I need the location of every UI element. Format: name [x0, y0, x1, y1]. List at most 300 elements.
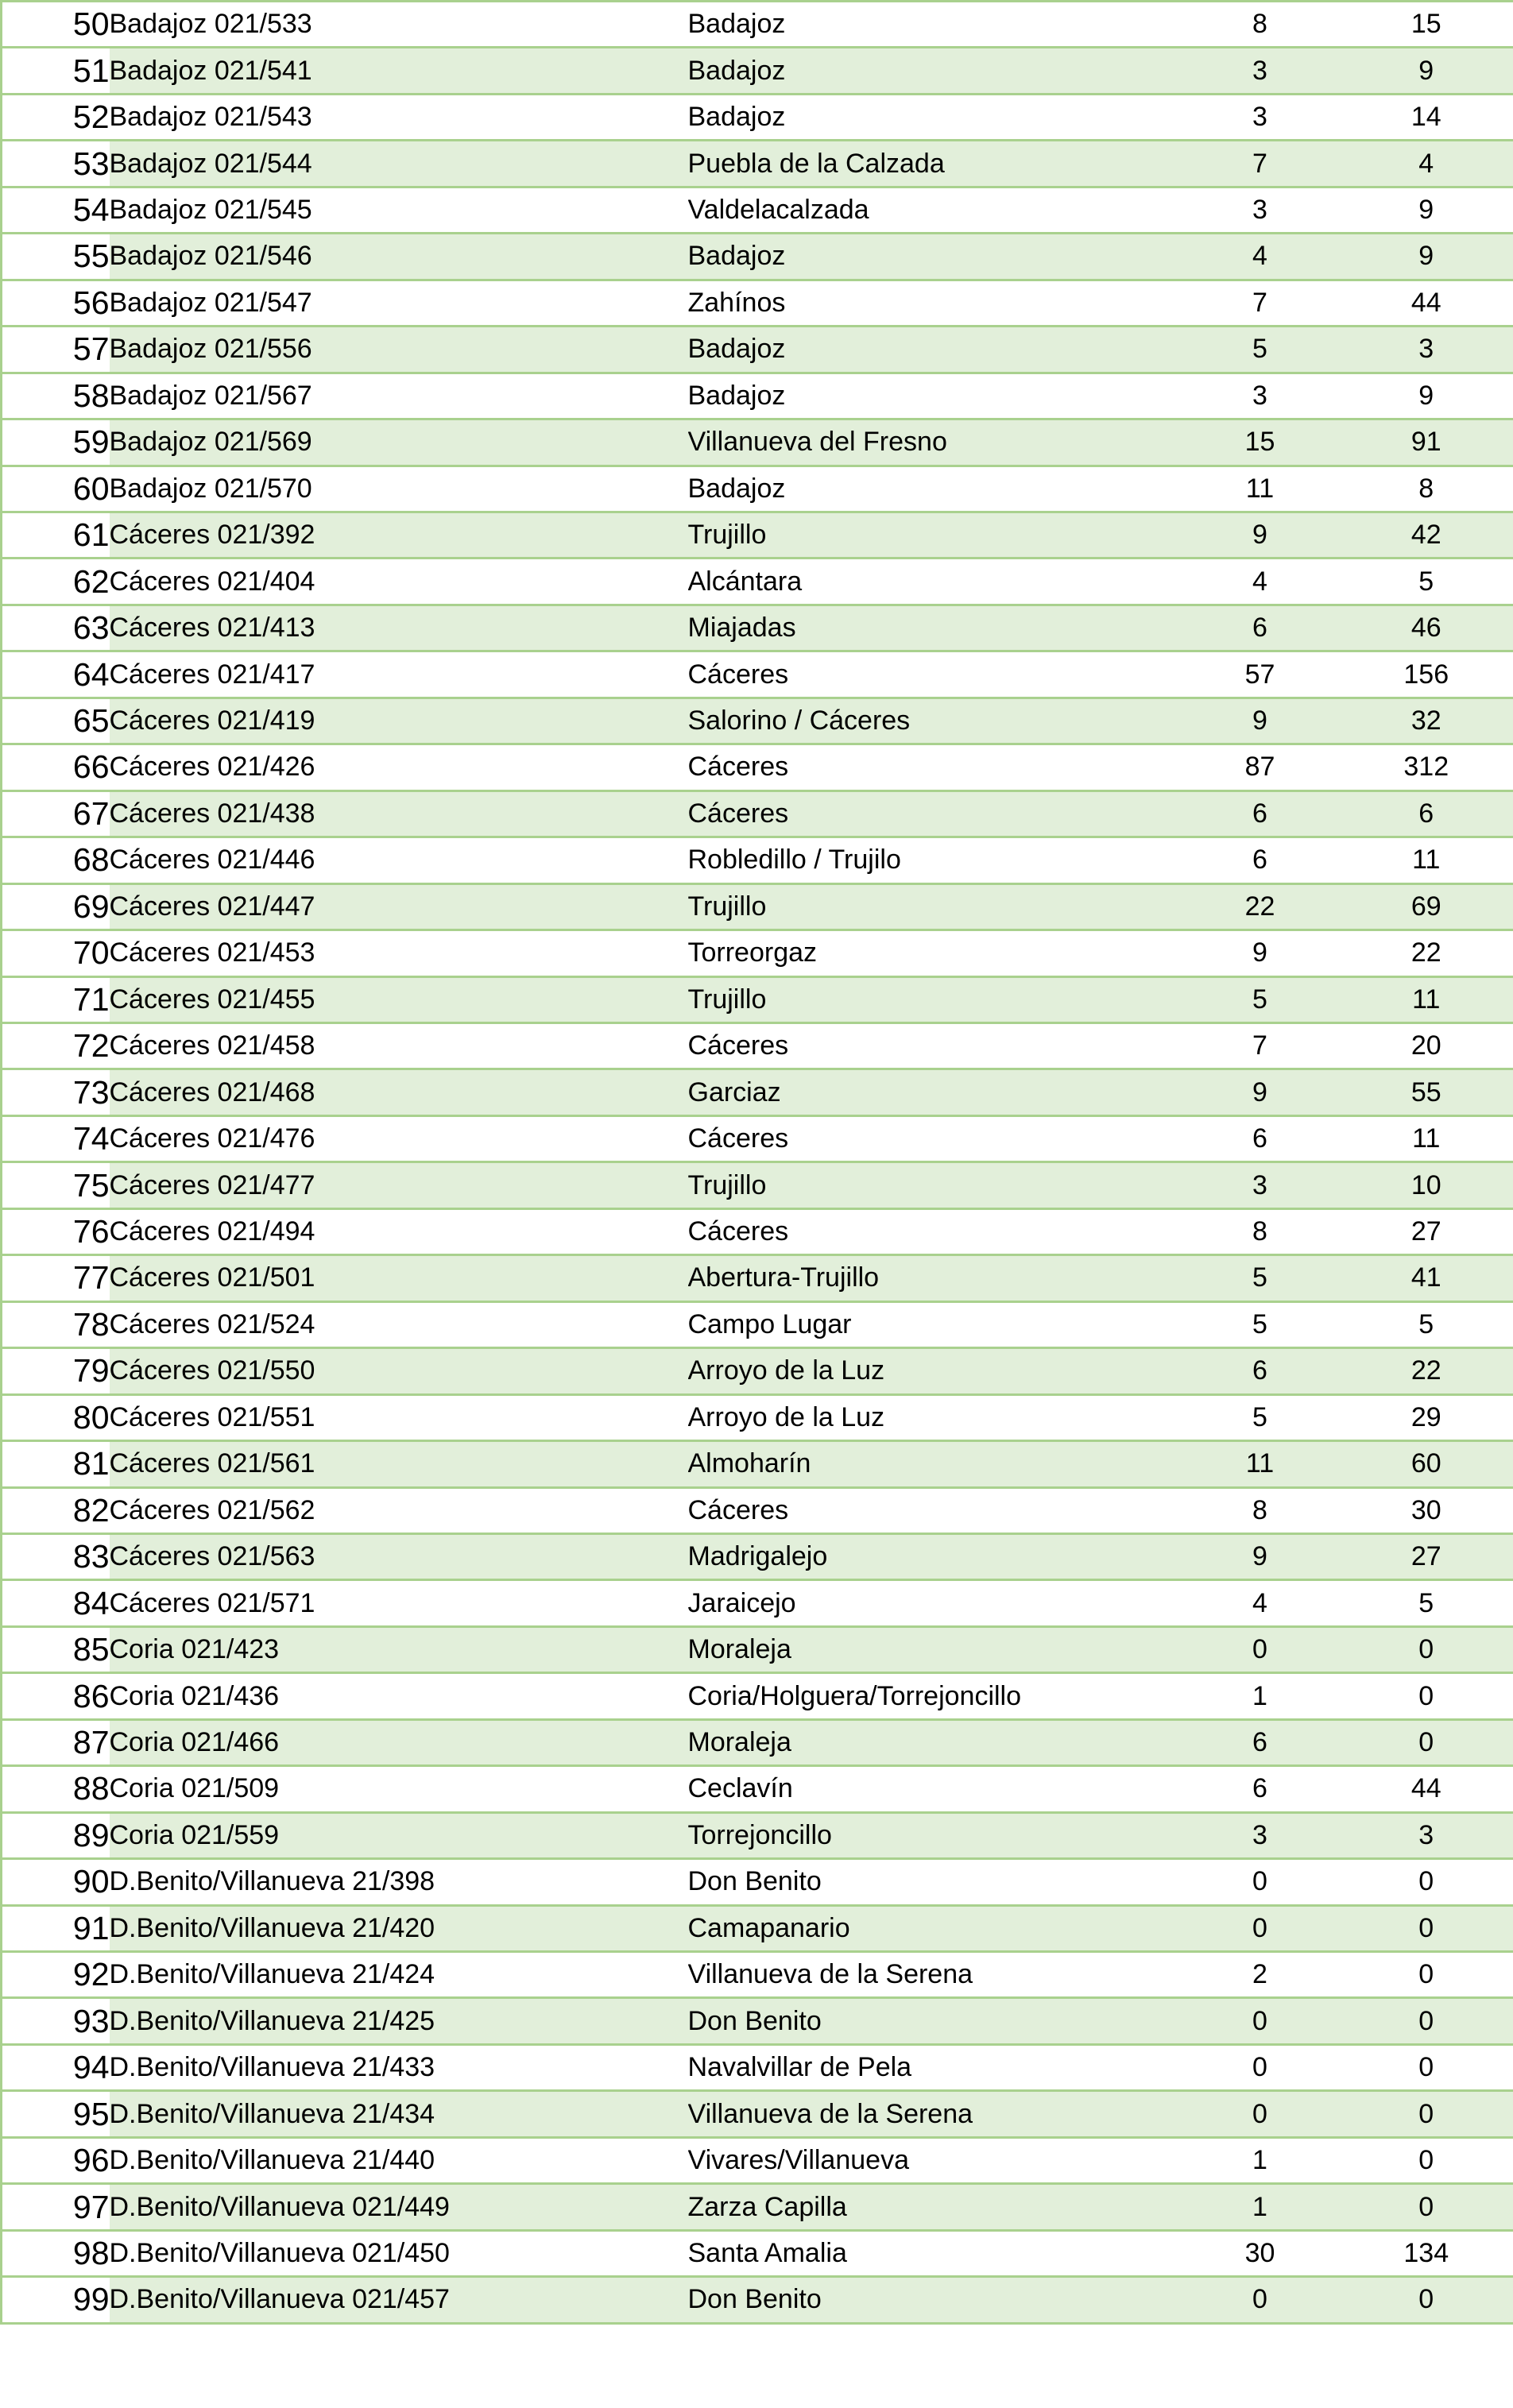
row-number: 60 — [2, 466, 110, 512]
value-a-cell: 6 — [1181, 605, 1340, 651]
entity-name-cell: Badajoz 021/570 — [110, 466, 688, 512]
entity-name-cell: Cáceres 021/438 — [110, 790, 688, 837]
row-number: 70 — [2, 930, 110, 976]
table-row — [2, 512, 1513, 558]
city-cell: Jaraicejo — [688, 1580, 1181, 1626]
city-cell: Salorino / Cáceres — [688, 698, 1181, 744]
table-row — [2, 2137, 1513, 2183]
entity-name-cell: Cáceres 021/446 — [110, 837, 688, 883]
value-a-cell: 5 — [1181, 1394, 1340, 1440]
row-number: 98 — [2, 2230, 110, 2276]
value-a-cell: 7 — [1181, 141, 1340, 187]
city-cell: Coria/Holguera/Torrejoncillo — [688, 1673, 1181, 1719]
city-cell: Don Benito — [688, 1998, 1181, 2044]
value-a-cell: 4 — [1181, 559, 1340, 605]
city-cell: Almoharín — [688, 1441, 1181, 1487]
value-a-cell: 6 — [1181, 837, 1340, 883]
table-row — [2, 1348, 1513, 1394]
entity-name-cell: Cáceres 021/561 — [110, 1441, 688, 1487]
city-cell: Camapanario — [688, 1905, 1181, 1951]
city-cell: Cáceres — [688, 790, 1181, 837]
value-a-cell: 2 — [1181, 1952, 1340, 1998]
value-b-cell: 0 — [1340, 2184, 1513, 2230]
value-b-cell: 134 — [1340, 2230, 1513, 2276]
table-row — [2, 2277, 1513, 2323]
row-number: 64 — [2, 651, 110, 698]
city-cell: Cáceres — [688, 744, 1181, 790]
value-a-cell: 0 — [1181, 2044, 1340, 2090]
city-cell: Cáceres — [688, 651, 1181, 698]
value-b-cell: 0 — [1340, 2137, 1513, 2183]
value-b-cell: 5 — [1340, 1301, 1513, 1347]
table-row — [2, 466, 1513, 512]
entity-name-cell: Cáceres 021/524 — [110, 1301, 688, 1347]
city-cell: Badajoz — [688, 234, 1181, 280]
value-a-cell: 9 — [1181, 512, 1340, 558]
table-row — [2, 94, 1513, 140]
value-a-cell: 7 — [1181, 1022, 1340, 1069]
value-a-cell: 0 — [1181, 1626, 1340, 1672]
value-a-cell: 3 — [1181, 94, 1340, 140]
value-a-cell: 6 — [1181, 1719, 1340, 1765]
table-row — [2, 1533, 1513, 1579]
table-row — [2, 48, 1513, 94]
value-a-cell: 8 — [1181, 1208, 1340, 1254]
entity-name-cell: Cáceres 021/458 — [110, 1022, 688, 1069]
value-a-cell: 9 — [1181, 698, 1340, 744]
table-row — [2, 1487, 1513, 1533]
entity-name-cell: D.Benito/Villanueva 021/450 — [110, 2230, 688, 2276]
entity-name-cell: D.Benito/Villanueva 21/433 — [110, 2044, 688, 2090]
row-number: 76 — [2, 1208, 110, 1254]
row-number: 51 — [2, 48, 110, 94]
city-cell: Moraleja — [688, 1626, 1181, 1672]
value-a-cell: 9 — [1181, 1533, 1340, 1579]
value-a-cell: 5 — [1181, 976, 1340, 1022]
entity-name-cell: Cáceres 021/417 — [110, 651, 688, 698]
row-number: 90 — [2, 1859, 110, 1905]
value-a-cell: 3 — [1181, 1162, 1340, 1208]
value-a-cell: 3 — [1181, 373, 1340, 419]
row-number: 95 — [2, 2091, 110, 2137]
value-b-cell: 44 — [1340, 1766, 1513, 1812]
city-cell: Badajoz — [688, 2, 1181, 48]
value-b-cell: 156 — [1340, 651, 1513, 698]
entity-name-cell: Cáceres 021/392 — [110, 512, 688, 558]
row-number: 62 — [2, 559, 110, 605]
entity-name-cell: Badajoz 021/556 — [110, 327, 688, 373]
value-b-cell: 0 — [1340, 1719, 1513, 1765]
row-number: 50 — [2, 2, 110, 48]
row-number: 84 — [2, 1580, 110, 1626]
entity-name-cell: Cáceres 021/453 — [110, 930, 688, 976]
city-cell: Zahínos — [688, 280, 1181, 326]
city-cell: Alcántara — [688, 559, 1181, 605]
city-cell: Badajoz — [688, 373, 1181, 419]
value-a-cell: 11 — [1181, 466, 1340, 512]
row-number: 78 — [2, 1301, 110, 1347]
entity-name-cell: D.Benito/Villanueva 21/440 — [110, 2137, 688, 2183]
value-b-cell: 14 — [1340, 94, 1513, 140]
city-cell: Don Benito — [688, 1859, 1181, 1905]
value-a-cell: 11 — [1181, 1441, 1340, 1487]
table-row — [2, 1301, 1513, 1347]
row-number: 86 — [2, 1673, 110, 1719]
city-cell: Madrigalejo — [688, 1533, 1181, 1579]
value-a-cell: 0 — [1181, 1998, 1340, 2044]
value-b-cell: 9 — [1340, 234, 1513, 280]
entity-name-cell: Badajoz 021/567 — [110, 373, 688, 419]
entity-name-cell: Cáceres 021/447 — [110, 883, 688, 930]
value-a-cell: 6 — [1181, 1766, 1340, 1812]
city-cell: Garciaz — [688, 1069, 1181, 1115]
city-cell: Arroyo de la Luz — [688, 1394, 1181, 1440]
value-b-cell: 0 — [1340, 2044, 1513, 2090]
row-number: 82 — [2, 1487, 110, 1533]
city-cell: Santa Amalia — [688, 2230, 1181, 2276]
row-number: 66 — [2, 744, 110, 790]
value-b-cell: 20 — [1340, 1022, 1513, 1069]
table-row — [2, 1162, 1513, 1208]
table-row — [2, 2184, 1513, 2230]
value-a-cell: 87 — [1181, 744, 1340, 790]
value-b-cell: 27 — [1340, 1208, 1513, 1254]
table-row — [2, 1998, 1513, 2044]
table-row — [2, 1255, 1513, 1301]
city-cell: Cáceres — [688, 1487, 1181, 1533]
row-number: 69 — [2, 883, 110, 930]
row-number: 91 — [2, 1905, 110, 1951]
city-cell: Torreorgaz — [688, 930, 1181, 976]
entity-name-cell: Badajoz 021/546 — [110, 234, 688, 280]
value-b-cell: 91 — [1340, 419, 1513, 466]
entity-name-cell: Cáceres 021/551 — [110, 1394, 688, 1440]
value-b-cell: 9 — [1340, 187, 1513, 233]
city-cell: Abertura-Trujillo — [688, 1255, 1181, 1301]
value-a-cell: 1 — [1181, 1673, 1340, 1719]
value-a-cell: 3 — [1181, 48, 1340, 94]
value-a-cell: 3 — [1181, 1812, 1340, 1858]
row-number: 96 — [2, 2137, 110, 2183]
table-row — [2, 141, 1513, 187]
entity-name-cell: Coria 021/423 — [110, 1626, 688, 1672]
city-cell: Cáceres — [688, 1022, 1181, 1069]
row-number: 57 — [2, 327, 110, 373]
table-row — [2, 1766, 1513, 1812]
table-row — [2, 2, 1513, 48]
table-row — [2, 1905, 1513, 1951]
table-row — [2, 883, 1513, 930]
entity-name-cell: Cáceres 021/494 — [110, 1208, 688, 1254]
entity-name-cell: Cáceres 021/477 — [110, 1162, 688, 1208]
value-a-cell: 9 — [1181, 1069, 1340, 1115]
table-row — [2, 373, 1513, 419]
table-row — [2, 1859, 1513, 1905]
table-row — [2, 1394, 1513, 1440]
table-row — [2, 1812, 1513, 1858]
value-a-cell: 6 — [1181, 1348, 1340, 1394]
value-a-cell: 5 — [1181, 327, 1340, 373]
value-b-cell: 55 — [1340, 1069, 1513, 1115]
value-b-cell: 30 — [1340, 1487, 1513, 1533]
entity-name-cell: Cáceres 021/476 — [110, 1115, 688, 1161]
row-number: 73 — [2, 1069, 110, 1115]
value-b-cell: 0 — [1340, 2091, 1513, 2137]
table-row — [2, 187, 1513, 233]
entity-name-cell: Cáceres 021/419 — [110, 698, 688, 744]
value-b-cell: 41 — [1340, 1255, 1513, 1301]
table-row — [2, 837, 1513, 883]
value-a-cell: 1 — [1181, 2184, 1340, 2230]
entity-name-cell: D.Benito/Villanueva 21/398 — [110, 1859, 688, 1905]
table-row — [2, 1441, 1513, 1487]
row-number: 67 — [2, 790, 110, 837]
value-b-cell: 0 — [1340, 1905, 1513, 1951]
table-row — [2, 2230, 1513, 2276]
value-a-cell: 9 — [1181, 930, 1340, 976]
city-cell: Badajoz — [688, 466, 1181, 512]
value-b-cell: 29 — [1340, 1394, 1513, 1440]
row-number: 77 — [2, 1255, 110, 1301]
value-a-cell: 8 — [1181, 2, 1340, 48]
value-b-cell: 11 — [1340, 837, 1513, 883]
table-row — [2, 1719, 1513, 1765]
entity-name-cell: Coria 021/436 — [110, 1673, 688, 1719]
row-number: 63 — [2, 605, 110, 651]
row-number: 88 — [2, 1766, 110, 1812]
entity-name-cell: D.Benito/Villanueva 21/420 — [110, 1905, 688, 1951]
value-b-cell: 4 — [1340, 141, 1513, 187]
value-b-cell: 0 — [1340, 2277, 1513, 2323]
table-row — [2, 1952, 1513, 1998]
value-a-cell: 0 — [1181, 1905, 1340, 1951]
table-row — [2, 280, 1513, 326]
table-row — [2, 559, 1513, 605]
city-cell: Trujillo — [688, 976, 1181, 1022]
value-a-cell: 57 — [1181, 651, 1340, 698]
value-a-cell: 3 — [1181, 187, 1340, 233]
entity-name-cell: Cáceres 021/501 — [110, 1255, 688, 1301]
value-b-cell: 10 — [1340, 1162, 1513, 1208]
value-b-cell: 60 — [1340, 1441, 1513, 1487]
entity-name-cell: Cáceres 021/562 — [110, 1487, 688, 1533]
value-b-cell: 0 — [1340, 1673, 1513, 1719]
table-row — [2, 1069, 1513, 1115]
table-row — [2, 1626, 1513, 1672]
table-row — [2, 1022, 1513, 1069]
value-b-cell: 9 — [1340, 373, 1513, 419]
value-b-cell: 11 — [1340, 976, 1513, 1022]
row-number: 81 — [2, 1441, 110, 1487]
table-row — [2, 651, 1513, 698]
row-number: 87 — [2, 1719, 110, 1765]
city-cell: Villanueva de la Serena — [688, 1952, 1181, 1998]
row-number: 79 — [2, 1348, 110, 1394]
city-cell: Zarza Capilla — [688, 2184, 1181, 2230]
city-cell: Navalvillar de Pela — [688, 2044, 1181, 2090]
row-number: 80 — [2, 1394, 110, 1440]
entity-name-cell: Coria 021/466 — [110, 1719, 688, 1765]
entity-name-cell: D.Benito/Villanueva 21/424 — [110, 1952, 688, 1998]
row-number: 52 — [2, 94, 110, 140]
row-number: 65 — [2, 698, 110, 744]
city-cell: Valdelacalzada — [688, 187, 1181, 233]
city-cell: Moraleja — [688, 1719, 1181, 1765]
value-b-cell: 5 — [1340, 1580, 1513, 1626]
table-row — [2, 234, 1513, 280]
entity-name-cell: Badajoz 021/533 — [110, 2, 688, 48]
value-a-cell: 0 — [1181, 2277, 1340, 2323]
value-a-cell: 7 — [1181, 280, 1340, 326]
city-cell: Villanueva de la Serena — [688, 2091, 1181, 2137]
city-cell: Badajoz — [688, 94, 1181, 140]
row-number: 89 — [2, 1812, 110, 1858]
city-cell: Trujillo — [688, 883, 1181, 930]
entity-name-cell: Badajoz 021/543 — [110, 94, 688, 140]
entity-name-cell: Cáceres 021/468 — [110, 1069, 688, 1115]
value-b-cell: 5 — [1340, 559, 1513, 605]
table-row — [2, 605, 1513, 651]
city-cell: Villanueva del Fresno — [688, 419, 1181, 466]
entity-name-cell: Cáceres 021/563 — [110, 1533, 688, 1579]
value-b-cell: 22 — [1340, 1348, 1513, 1394]
row-number: 97 — [2, 2184, 110, 2230]
value-a-cell: 6 — [1181, 1115, 1340, 1161]
table-row — [2, 327, 1513, 373]
row-number: 75 — [2, 1162, 110, 1208]
table-row — [2, 698, 1513, 744]
row-number: 56 — [2, 280, 110, 326]
value-a-cell: 5 — [1181, 1301, 1340, 1347]
value-a-cell: 5 — [1181, 1255, 1340, 1301]
city-cell: Vivares/Villanueva — [688, 2137, 1181, 2183]
value-a-cell: 22 — [1181, 883, 1340, 930]
table-row — [2, 930, 1513, 976]
value-b-cell: 3 — [1340, 1812, 1513, 1858]
entity-name-cell: Cáceres 021/550 — [110, 1348, 688, 1394]
entity-name-cell: Coria 021/559 — [110, 1812, 688, 1858]
value-b-cell: 69 — [1340, 883, 1513, 930]
entity-name-cell: D.Benito/Villanueva 021/449 — [110, 2184, 688, 2230]
row-number: 74 — [2, 1115, 110, 1161]
table-row — [2, 790, 1513, 837]
value-b-cell: 15 — [1340, 2, 1513, 48]
city-cell: Cáceres — [688, 1208, 1181, 1254]
value-b-cell: 0 — [1340, 1952, 1513, 1998]
row-number: 85 — [2, 1626, 110, 1672]
value-b-cell: 44 — [1340, 280, 1513, 326]
city-cell: Puebla de la Calzada — [688, 141, 1181, 187]
table-row — [2, 976, 1513, 1022]
table-row — [2, 2044, 1513, 2090]
entity-name-cell: Badajoz 021/547 — [110, 280, 688, 326]
row-number: 58 — [2, 373, 110, 419]
city-cell: Badajoz — [688, 48, 1181, 94]
entity-name-cell: Badajoz 021/569 — [110, 419, 688, 466]
table-body — [2, 2, 1513, 2324]
entity-name-cell: Cáceres 021/426 — [110, 744, 688, 790]
value-b-cell: 32 — [1340, 698, 1513, 744]
table-row — [2, 1580, 1513, 1626]
row-number: 54 — [2, 187, 110, 233]
table-row — [2, 1673, 1513, 1719]
row-number: 72 — [2, 1022, 110, 1069]
value-a-cell: 15 — [1181, 419, 1340, 466]
table-row — [2, 419, 1513, 466]
value-b-cell: 8 — [1340, 466, 1513, 512]
value-b-cell: 312 — [1340, 744, 1513, 790]
city-cell: Trujillo — [688, 1162, 1181, 1208]
value-a-cell: 0 — [1181, 2091, 1340, 2137]
value-a-cell: 4 — [1181, 234, 1340, 280]
row-number: 92 — [2, 1952, 110, 1998]
value-b-cell: 46 — [1340, 605, 1513, 651]
table-row — [2, 744, 1513, 790]
value-b-cell: 22 — [1340, 930, 1513, 976]
entity-name-cell: Coria 021/509 — [110, 1766, 688, 1812]
row-number: 61 — [2, 512, 110, 558]
city-cell: Don Benito — [688, 2277, 1181, 2323]
value-a-cell: 8 — [1181, 1487, 1340, 1533]
entity-name-cell: D.Benito/Villanueva 021/457 — [110, 2277, 688, 2323]
value-b-cell: 9 — [1340, 48, 1513, 94]
entity-name-cell: D.Benito/Villanueva 21/425 — [110, 1998, 688, 2044]
city-cell: Badajoz — [688, 327, 1181, 373]
value-b-cell: 0 — [1340, 1626, 1513, 1672]
row-number: 55 — [2, 234, 110, 280]
row-number: 83 — [2, 1533, 110, 1579]
table-row — [2, 2091, 1513, 2137]
value-a-cell: 1 — [1181, 2137, 1340, 2183]
value-a-cell: 0 — [1181, 1859, 1340, 1905]
value-a-cell: 30 — [1181, 2230, 1340, 2276]
city-cell: Torrejoncillo — [688, 1812, 1181, 1858]
entity-name-cell: Badajoz 021/545 — [110, 187, 688, 233]
city-cell: Campo Lugar — [688, 1301, 1181, 1347]
row-number: 93 — [2, 1998, 110, 2044]
value-b-cell: 0 — [1340, 1998, 1513, 2044]
value-b-cell: 6 — [1340, 790, 1513, 837]
value-b-cell: 3 — [1340, 327, 1513, 373]
value-b-cell: 42 — [1340, 512, 1513, 558]
entity-name-cell: D.Benito/Villanueva 21/434 — [110, 2091, 688, 2137]
value-b-cell: 11 — [1340, 1115, 1513, 1161]
row-number: 71 — [2, 976, 110, 1022]
row-number: 59 — [2, 419, 110, 466]
row-number: 99 — [2, 2277, 110, 2323]
city-cell: Ceclavín — [688, 1766, 1181, 1812]
entity-name-cell: Badajoz 021/541 — [110, 48, 688, 94]
value-b-cell: 0 — [1340, 1859, 1513, 1905]
city-cell: Cáceres — [688, 1115, 1181, 1161]
entity-name-cell: Cáceres 021/455 — [110, 976, 688, 1022]
value-a-cell: 4 — [1181, 1580, 1340, 1626]
value-a-cell: 6 — [1181, 790, 1340, 837]
table-row — [2, 1115, 1513, 1161]
city-cell: Miajadas — [688, 605, 1181, 651]
entity-name-cell: Cáceres 021/571 — [110, 1580, 688, 1626]
row-number: 53 — [2, 141, 110, 187]
table-row — [2, 1208, 1513, 1254]
city-cell: Arroyo de la Luz — [688, 1348, 1181, 1394]
city-cell: Trujillo — [688, 512, 1181, 558]
entity-name-cell: Badajoz 021/544 — [110, 141, 688, 187]
entity-name-cell: Cáceres 021/404 — [110, 559, 688, 605]
entity-name-cell: Cáceres 021/413 — [110, 605, 688, 651]
value-b-cell: 27 — [1340, 1533, 1513, 1579]
city-cell: Robledillo / Trujilo — [688, 837, 1181, 883]
row-number: 94 — [2, 2044, 110, 2090]
